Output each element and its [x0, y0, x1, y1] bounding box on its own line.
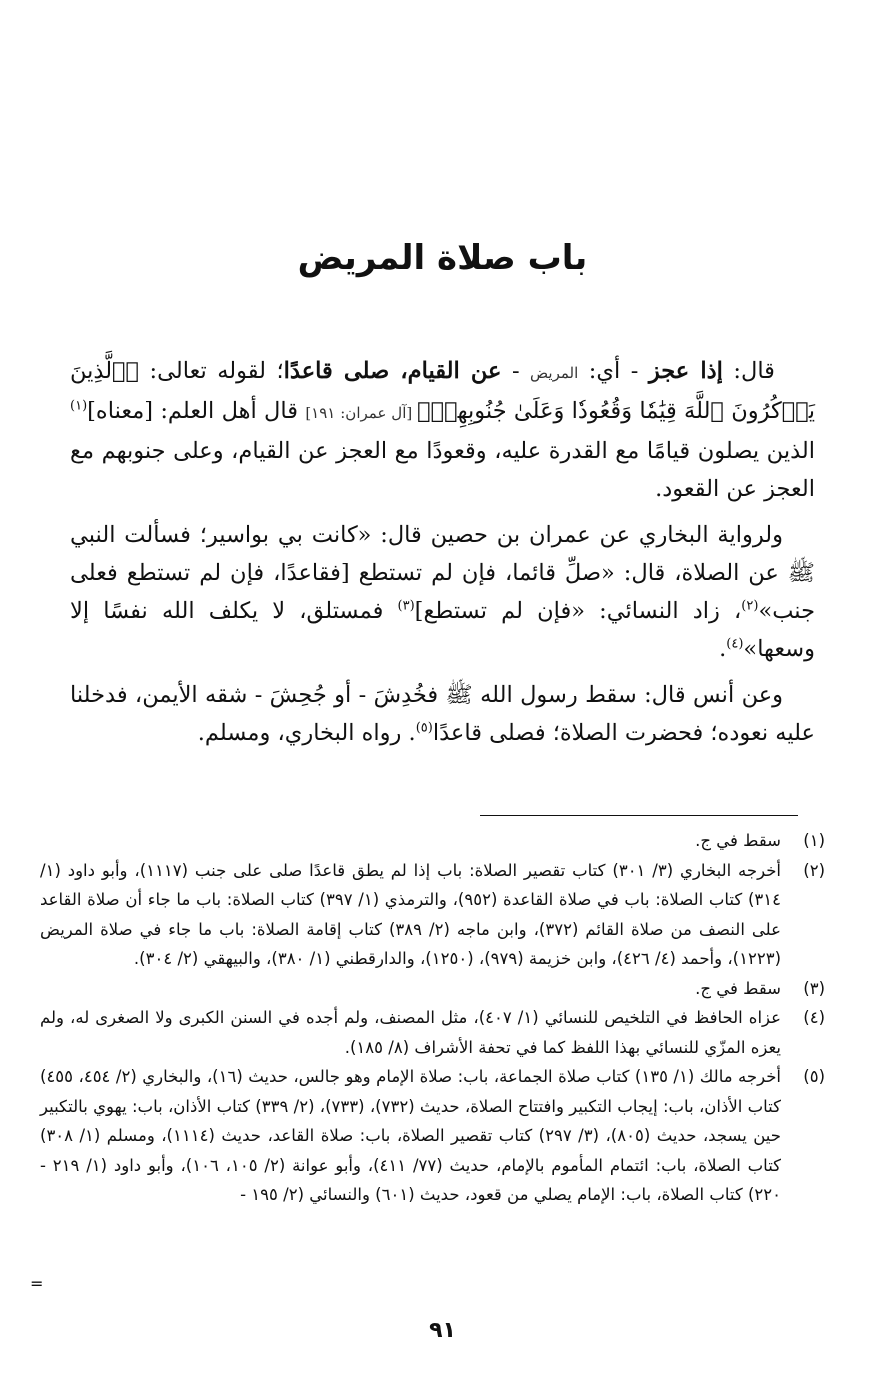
p1-text-2: - أي:: [578, 358, 649, 384]
p3-text-1: وعن أنس قال: سقط رسول الله ﷺ فخُدِشَ - أو جُحِشَ - شقه الأيمن، فدخلنا عليه نعوده؛ فحضرت الصلاة؛ فصلى قاعدًا: [70, 682, 815, 746]
footnote-number: (٤): [803, 1008, 825, 1027]
paragraph-1: [70, 352, 815, 508]
footnote-ref-1[interactable]: (١): [70, 398, 88, 414]
footnote-1: [40, 826, 825, 856]
footnote-number: (٢): [803, 860, 825, 880]
paragraph-2: [70, 516, 815, 668]
p1-text-6: الذين يصلون قيامًا مع القدرة عليه، وقعودًا مع العجز عن القيام، وعلى جنوبهم مع العجز عن القعود.: [70, 438, 815, 502]
p2-text-1: ولرواية البخاري عن عمران بن حصين قال: «كانت بي بواسير؛ فسألت النبي ﷺ عن الصلاة، قال: «صلِّ قائما، فإن لم تستطع [فقاعدًا، فإن لم تستطع فعلى جنب»: [70, 522, 815, 624]
quran-verse: ﴿ٱلَّذِينَ يَذۡكُرُونَ ٱللَّهَ قِيَٰمٗا وَقُعُودٗا وَعَلَىٰ جُنُوبِهِمۡ﴾: [70, 358, 816, 424]
p1-gloss: المريض: [530, 364, 579, 382]
p1-text-1: قال:: [722, 358, 775, 384]
footnote-number: (٥): [803, 1067, 825, 1086]
footnote-5: [40, 1062, 825, 1210]
footnote-text: عزاه الحافظ في التلخيص للنسائي (١/ ٤٠٧)، مثل المصنف، ولم أجده في السنن الكبرى ولا الصغرى له، ولم يعزه المزّي للنسائي بهذا اللفظ كما في تحفة الأشراف (٨/ ١٨٥).: [40, 1008, 781, 1057]
footnote-text: سقط في ج.: [695, 831, 781, 850]
footnote-text: أخرجه البخاري (٣/ ٣٠١) كتاب تقصير الصلاة: باب إذا لم يطق قاعدًا صلى على جنب (١١١٧)، وأبو داود (١/ ٣١٤) كتاب الصلاة: باب في صلاة القاعدة (٩٥٢)، والترمذي (١/ ٣٩٧) كتاب الصلاة: باب ما جاء أن صلاة القاعد على النصف من صلاة القائم (٣٧٢)، وابن ماجه (٢/ ٣٨٩) كتاب إقامة الصلاة: باب ما جاء في صلاة المريض (١٢٢٣)، وأحمد (٤/ ٤٢٦)، وابن خزيمة (٩٧٩)، (١٢٥٠)، والدارقطني (١/ ٣٨٠)، والبيهقي (٢/ ٣٠٤).: [40, 860, 781, 968]
p1-text-4: ؛ لقوله تعالى:: [139, 358, 284, 384]
p2-text-2: ، زاد النسائي: «فإن لم تستطع]: [414, 598, 742, 624]
footnote-ref-4[interactable]: (٤): [726, 636, 744, 652]
p2-text-3: فمستلق، لا يكلف الله نفسًا إلا وسعها»: [70, 598, 815, 662]
footnote-text: أخرجه مالك (١/ ١٣٥) كتاب صلاة الجماعة، باب: صلاة الإمام وهو جالس، حديث (١٦)، والبخاري (٢/ ٤٥٤، ٤٥٥) كتاب الأذان، باب: إيجاب التكبير وافتتاح الصلاة، حديث (٧٣٢)، (٧٣٣)، (٢/ ٣٣٩) كتاب الأذان، باب: يهوي بالتكبير حين يسجد، حديث (٨٠٥)، (٣/ ٢٩٧) كتاب تقصير الصلاة، باب: صلاة القاعد، حديث (١١١٤)، ومسلم (١/ ٣٠٨) كتاب الصلاة، باب: ائتمام المأموم بالإمام، حديث (٧٧/ ٤١١)، وأبو عوانة (٢/ ١٠٥، ١٠٦)، وأبو داود (١/ ٢١٩ - ٢٢٠) كتاب الصلاة، باب: الإمام يصلي من قعود، حديث (٦٠١) والنسائي (٢/ ١٩٥ -: [40, 1067, 782, 1204]
p3-text-2: . رواه البخاري، ومسلم.: [197, 720, 416, 746]
footnote-3: [40, 974, 825, 1004]
p1-matn-2: عن القيام، صلى قاعدًا: [283, 358, 502, 384]
chapter-title: باب صلاة المريض: [297, 238, 588, 278]
footnote-ref-3[interactable]: (٣): [397, 598, 415, 614]
p1-matn-1: إذا عجز: [648, 358, 723, 384]
footnote-number: (١): [803, 831, 825, 850]
p2-text-4: .: [719, 636, 727, 662]
footnote-text: سقط في ج.: [695, 978, 781, 998]
footnote-ref-2[interactable]: (٢): [741, 598, 759, 614]
footnotes: [40, 826, 825, 1210]
continuation-mark: =: [30, 1274, 44, 1293]
verse-reference: [آل عمران: ١٩١]: [305, 404, 418, 422]
page-number: ٩١: [429, 1318, 456, 1343]
footnote-divider: [480, 815, 798, 816]
footnote-ref-5[interactable]: (٥): [415, 720, 433, 736]
p1-text-5: قال أهل العلم: [معناه]: [87, 398, 306, 424]
paragraph-3: [70, 676, 815, 752]
p1-text-3: -: [501, 358, 531, 384]
footnote-4: [40, 1003, 825, 1062]
main-text: [70, 352, 815, 760]
footnote-number: (٣): [803, 978, 825, 998]
footnote-2: [40, 856, 825, 974]
